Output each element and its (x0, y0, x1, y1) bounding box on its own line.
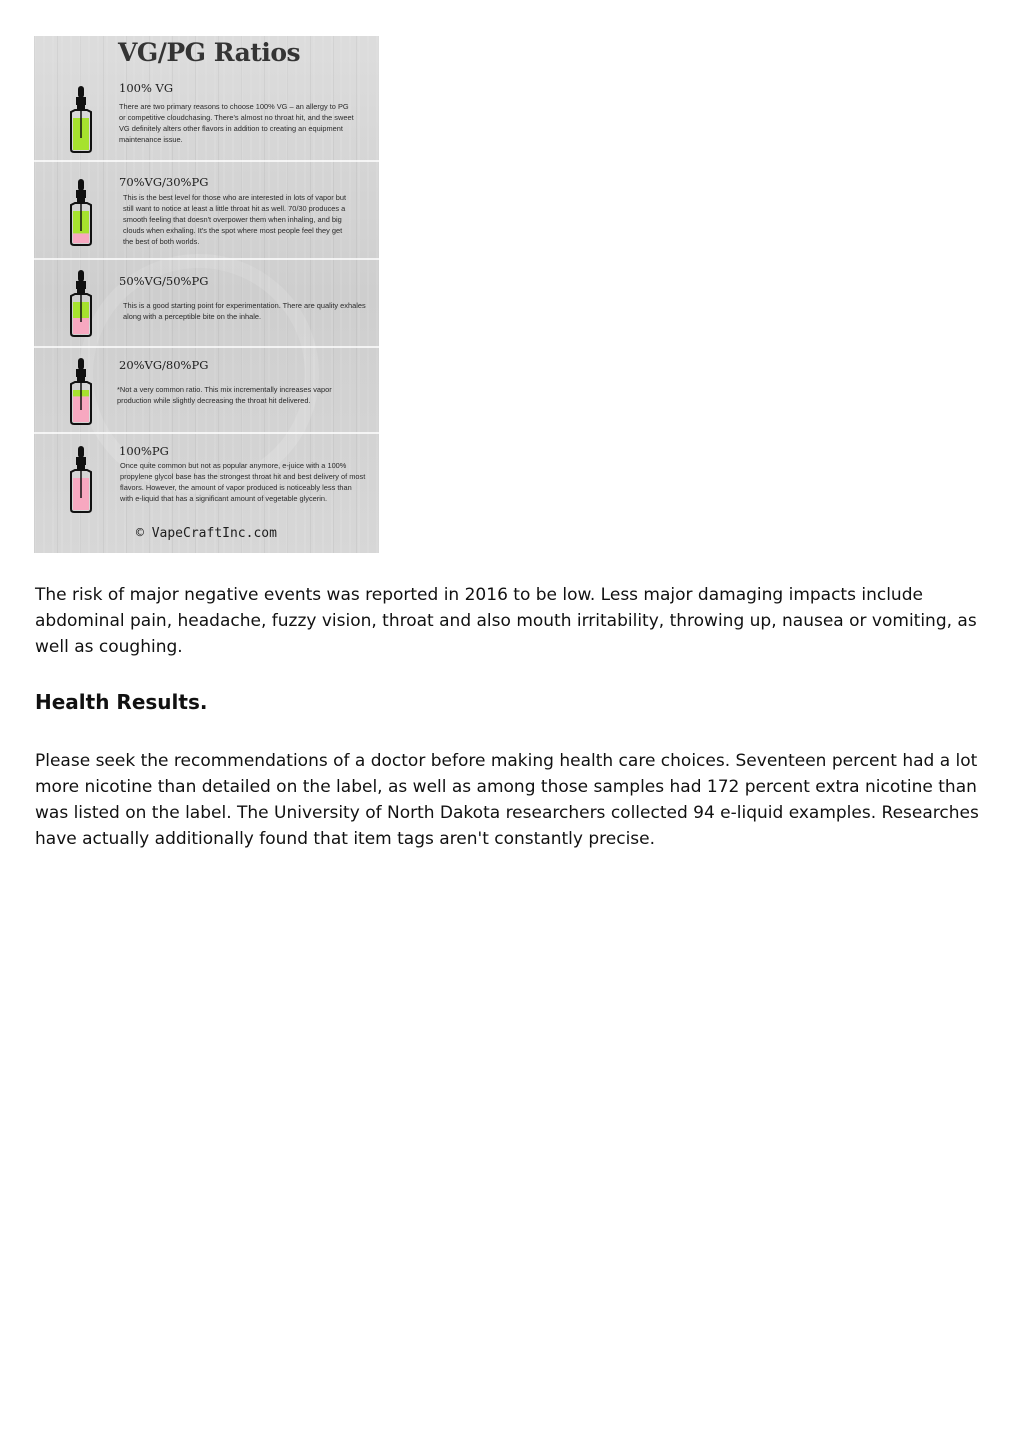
dropper-bulb (78, 270, 84, 282)
bottle-icon (66, 446, 96, 514)
bottle-icon (66, 179, 96, 247)
ratio-description: Once quite common but not as popular anymore, e-juice with a 100% propylene glycol base has the strongest throat hit and best delivery of most flavors. However, the amount of vapor produced is noticeably less than with e-liquid that has a significant amount of vegetable glycerin. (120, 461, 366, 503)
article-paragraph-1: The risk of major negative events was reported in 2016 to be low. Less major damaging impacts include abdominal pain, headache, fuzzy vision, throat and also mouth irritability, throwing up, nausea or vomiting, as well as coughing. (35, 585, 977, 657)
ratio-heading: 100% VG (119, 81, 174, 95)
bottle-icon (66, 358, 96, 426)
ratio-row-70vg-30pg (34, 160, 379, 258)
ratio-description: This is the best level for those who are interested in lots of vapor but still want to notice at least a little throat hit as well. 70/30 produces a smooth feeling that doesn't overpower them when inhaling, and big clouds when exhaling. It's the spot where most people feel they get the best of both worlds. (123, 193, 347, 246)
vg-pg-ratios-infographic (34, 36, 379, 553)
dropper-cap (76, 369, 86, 377)
dropper-bulb (78, 446, 84, 458)
dropper-cap (76, 97, 86, 105)
copyright-notice: © VapeCraftInc.com (136, 526, 277, 541)
ratio-row-100vg (34, 36, 379, 160)
infographic-title: VG/PG Ratios (118, 38, 301, 67)
pg-liquid (73, 233, 89, 243)
dropper-cap (76, 190, 86, 198)
section-heading: Health Results. (35, 690, 208, 714)
ratio-heading: 100%PG (119, 444, 169, 458)
ratio-description: *Not a very common ratio. This mix incrementally increases vapor production while slightly decreasing the throat hit delivered. (117, 385, 332, 405)
dropper-cap (76, 281, 86, 289)
ratio-heading: 50%VG/50%PG (119, 274, 209, 288)
dropper-bulb (78, 86, 84, 98)
ratio-heading: 70%VG/30%PG (119, 175, 209, 189)
ratio-heading: 20%VG/80%PG (119, 358, 209, 372)
ratio-row-20vg-80pg (34, 346, 379, 432)
article-paragraph-2: Please seek the recommendations of a doctor before making health care choices. Seventeen percent had a lot more nicotine than detailed on the label, as well as among those samples had 172 percent extra nicotine than was listed on the label. The University of North Dakota researchers collected 94 e-liquid examples. Researches have actually additionally found that item tags aren't constantly precise. (35, 751, 979, 849)
dropper-cap (76, 457, 86, 465)
dropper-bulb (78, 179, 84, 191)
bottle-icon (66, 86, 96, 154)
dropper-bulb (78, 358, 84, 370)
ratio-description: There are two primary reasons to choose 100% VG – an allergy to PG or competitive cloudchasing. There's almost no throat hit, and the sweet VG definitely alters other flavors in addition to creating an equipment maintenance issue. (119, 102, 354, 144)
ratio-description: This is a good starting point for experimentation. There are quality exhales along with a perceptible bite on the inhale. (123, 301, 366, 321)
ratio-row-50vg-50pg (34, 258, 379, 346)
bottle-icon (66, 270, 96, 338)
